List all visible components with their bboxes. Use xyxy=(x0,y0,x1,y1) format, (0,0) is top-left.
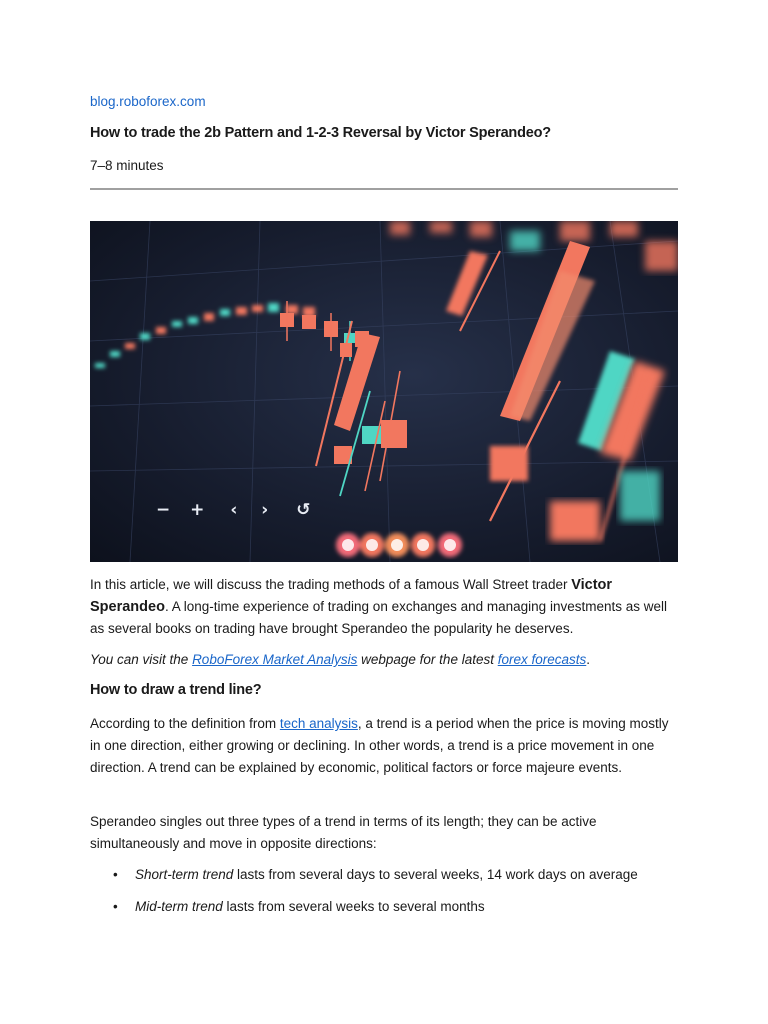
list-item-term: Short-term trend xyxy=(135,867,234,882)
promo-text-3: . xyxy=(586,652,591,667)
intro-paragraph xyxy=(90,574,678,640)
chevron-right-icon: › xyxy=(261,500,269,520)
list-item-text: lasts from several days to several weeks, 14 work days on average xyxy=(233,867,638,882)
definition-text: According to the definition from xyxy=(90,716,280,731)
definition-text-2: , a trend is a period when the price is moving mostly in one direction, either growing or declining. In other words, a trend is a price movement in one direction. A trend can be explained by economic, political factors or force majeure events. xyxy=(90,716,669,775)
zoom-in-icon: + xyxy=(190,500,205,520)
section-heading: How to draw a trend line? xyxy=(90,682,262,698)
intro-text: In this article, we will discuss the trading methods of a famous Wall Street trader xyxy=(90,577,572,592)
trend-types-paragraph: Sperandeo singles out three types of a trend in terms of its length; they can be active simultaneously and move in opposite directions: xyxy=(90,814,597,851)
market-analysis-link[interactable]: RoboForex Market Analysis xyxy=(192,652,358,667)
reset-icon: ↺ xyxy=(296,500,311,520)
bullet-icon: • xyxy=(113,867,118,882)
source-link[interactable]: blog.roboforex.com xyxy=(90,94,206,109)
chevron-left-icon: ‹ xyxy=(230,500,238,520)
trend-definition-paragraph xyxy=(90,713,678,779)
forex-forecasts-link[interactable]: forex forecasts xyxy=(497,652,587,667)
promo-paragraph xyxy=(90,649,678,671)
divider xyxy=(90,188,678,190)
chart-controls xyxy=(156,500,310,520)
list-item-text: lasts from several weeks to several months xyxy=(222,899,485,914)
intro-text-2: . A long-time experience of trading on exchanges and managing investments as well as several books on trading have brought Sperandeo the popularity he deserves. xyxy=(90,599,667,636)
list-item xyxy=(113,864,675,886)
promo-text-2: webpage for the latest xyxy=(357,652,498,667)
article-title: How to trade the 2b Pattern and 1-2-3 Reversal by Victor Sperandeo? xyxy=(90,125,551,141)
trader-name: Victor Sperandeo xyxy=(90,577,613,615)
bullet-icon: • xyxy=(113,899,118,914)
list-item-term: Mid-term trend xyxy=(135,899,223,914)
list-item xyxy=(113,896,675,918)
zoom-out-icon: − xyxy=(156,500,171,520)
read-time: 7–8 minutes xyxy=(90,158,164,173)
promo-text: You can visit the xyxy=(90,652,193,667)
tech-analysis-link[interactable]: tech analysis xyxy=(279,716,358,731)
